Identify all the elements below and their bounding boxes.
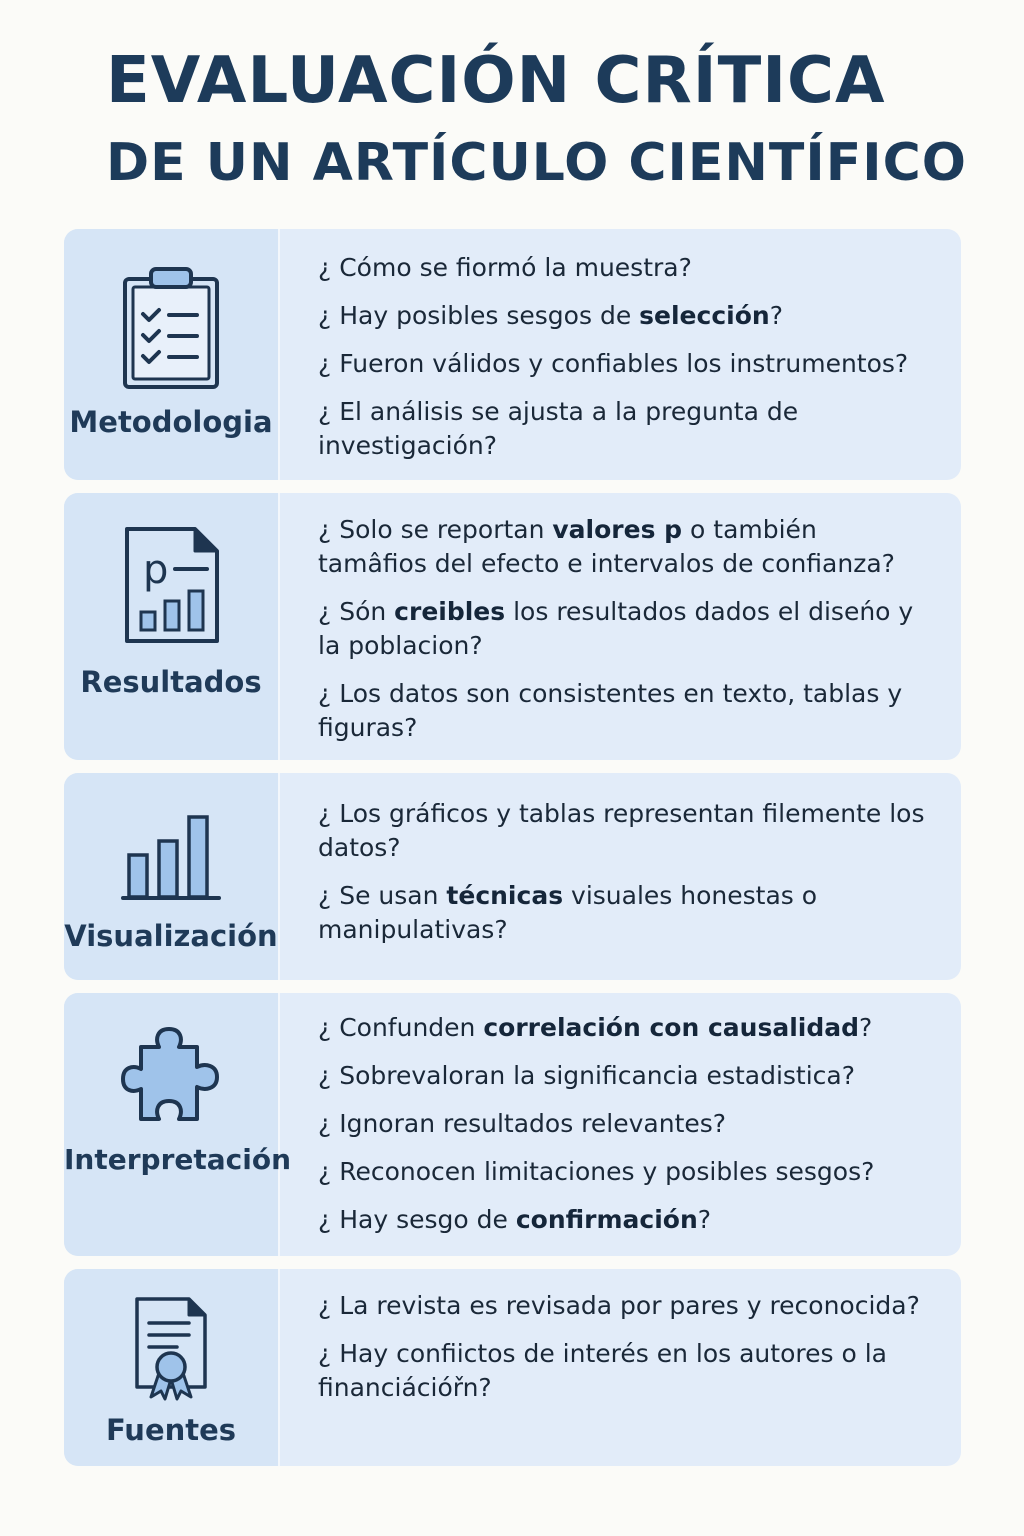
section-side-panel — [64, 229, 280, 480]
question-item: ¿ Ignoran resultados relevantes? — [318, 1109, 727, 1138]
question-item: ¿ Hay posibles sesgos de selección? — [318, 301, 783, 330]
section-side-panel — [64, 993, 292, 1256]
section-label: Interpretación — [64, 1143, 292, 1176]
question-item: ¿ Se usan técnicas visuales honestas o manipulativas? — [318, 881, 818, 944]
question-list — [280, 773, 961, 980]
question-item: ¿ El análisis se ajusta a la pregunta de investigación? — [318, 397, 799, 460]
page-title-line-1: EVALUACIÓN CRÍTICA — [106, 44, 886, 118]
section-label: Metodologia — [69, 405, 273, 439]
puzzle-piece-icon — [119, 1025, 223, 1125]
section-card-metodologia — [64, 229, 961, 480]
section-card-interpretacion — [64, 993, 961, 1256]
section-card-resultados — [64, 493, 961, 760]
question-list — [280, 1269, 961, 1466]
question-list — [280, 493, 961, 760]
section-side-panel — [64, 773, 280, 980]
question-list — [280, 993, 961, 1256]
question-item: ¿ La revista es revisada por pares y reconocida? — [318, 1291, 920, 1320]
page-title-line-2: DE UN ARTÍCULO CIENTÍFICO — [106, 133, 967, 193]
question-list — [280, 229, 961, 480]
question-item: ¿ Cómo se fiormó la muestra? — [318, 253, 692, 282]
question-item: ¿ Los datos son consistentes en texto, tablas y figuras? — [318, 679, 903, 742]
question-item: ¿ Los gráficos y tablas representan filemente los datos? — [318, 799, 925, 862]
certificate-ribbon-icon — [133, 1295, 209, 1401]
question-item: ¿ Són creibles los resultados dados el diseńo y la poblacion? — [318, 597, 914, 660]
question-item: ¿ Fueron válidos y confiables los instrumentos? — [318, 349, 909, 378]
section-side-panel — [64, 1269, 280, 1466]
question-item: ¿ Hay confiictos de interés en los autores o la financiációřn? — [318, 1339, 887, 1402]
question-item: ¿ Sobrevaloran la significancia estadistica? — [318, 1061, 856, 1090]
section-card-fuentes — [64, 1269, 961, 1466]
p-letter: p — [143, 547, 169, 593]
section-side-panel — [64, 493, 280, 760]
question-item: ¿ Reconocen limitaciones y posibles sesgos? — [318, 1157, 875, 1186]
clipboard-checklist-icon — [121, 267, 221, 391]
page-title — [106, 40, 967, 200]
section-card-visualizacion — [64, 773, 961, 980]
section-label: Fuentes — [105, 1413, 237, 1447]
question-item: ¿ Hay sesgo de confirmación? — [318, 1205, 712, 1234]
question-item: ¿ Solo se reportan valores p o también tamâfios del efecto e intervalos de confianza? — [318, 515, 895, 578]
section-label: Resultados — [80, 665, 262, 699]
section-label: Visualización — [64, 919, 278, 953]
p-value-document-icon — [121, 525, 221, 645]
bar-chart-icon — [121, 811, 221, 903]
question-item: ¿ Confunden correlación con causalidad? — [318, 1013, 873, 1042]
